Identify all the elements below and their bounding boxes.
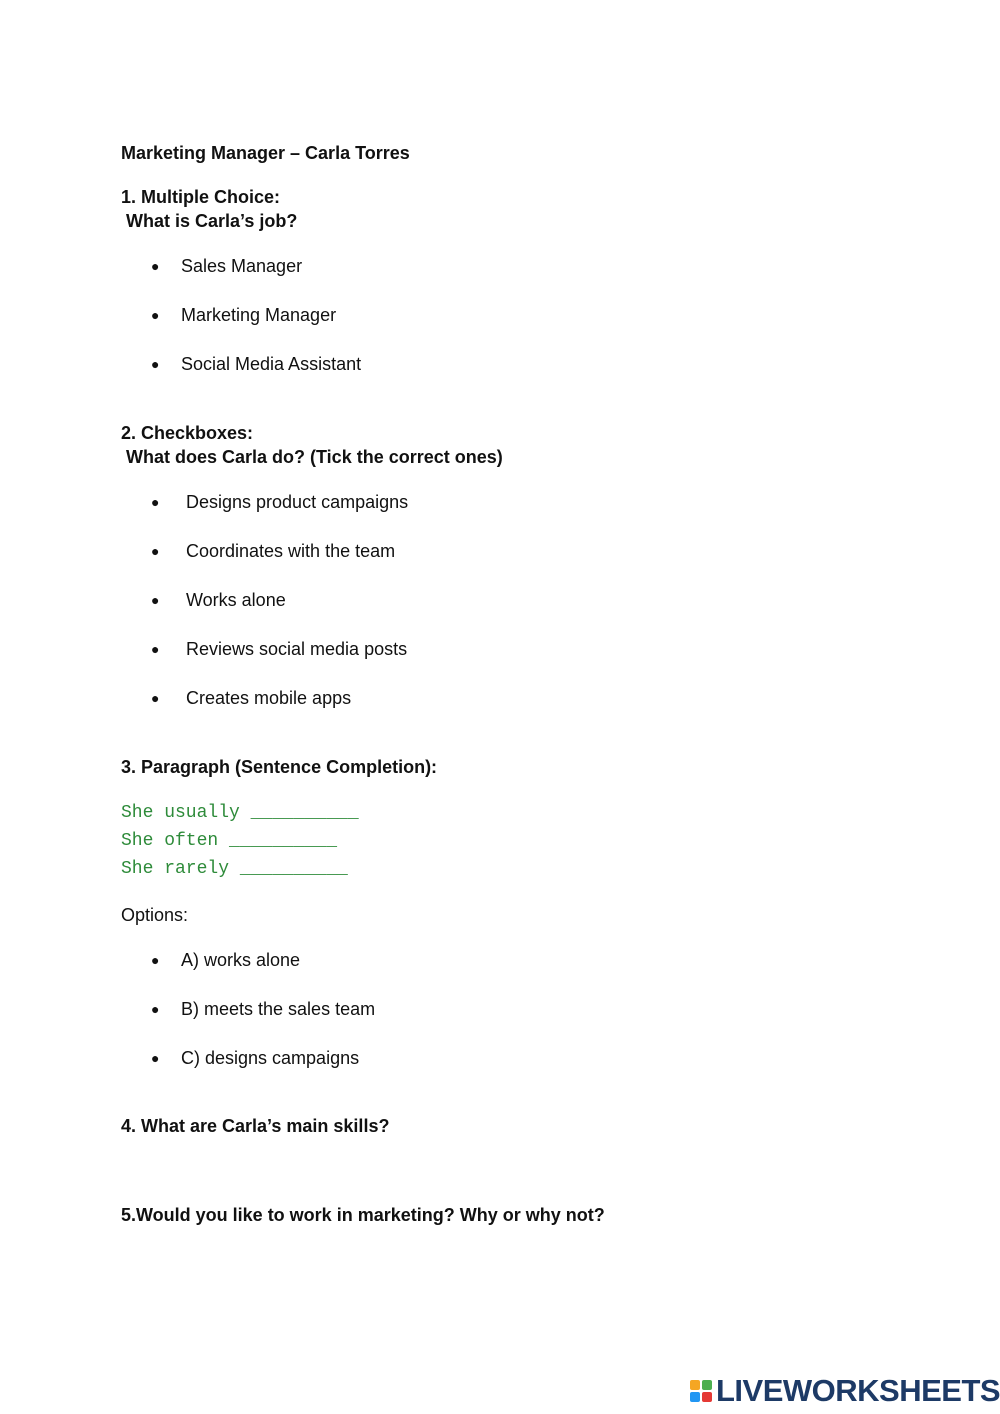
q3-option: C) designs campaigns	[181, 1048, 360, 1068]
q1-question: What is Carla’s job?	[126, 211, 298, 231]
bullet-icon: ●	[151, 356, 160, 372]
bullet-icon: ●	[151, 307, 160, 323]
q1-option[interactable]: Sales Manager	[181, 256, 303, 276]
q2-option[interactable]: Creates mobile apps	[186, 688, 352, 708]
q2-option[interactable]: Designs product campaigns	[186, 492, 409, 512]
q3-sentence[interactable]: She rarely __________	[121, 859, 348, 879]
bullet-icon: ●	[151, 1001, 160, 1017]
q2-option[interactable]: Reviews social media posts	[186, 639, 408, 659]
logo-mark-icon	[690, 1380, 712, 1402]
q3-heading: 3. Paragraph (Sentence Completion):	[121, 757, 438, 777]
q3-option: B) meets the sales team	[181, 999, 376, 1019]
bullet-icon: ●	[151, 494, 160, 510]
q2-option[interactable]: Coordinates with the team	[186, 541, 396, 561]
logo-square	[702, 1392, 712, 1402]
q3-option: A) works alone	[181, 950, 301, 970]
q2-option[interactable]: Works alone	[186, 590, 286, 610]
q4-heading: 4. What are Carla’s main skills?	[121, 1116, 390, 1136]
liveworksheets-logo	[690, 1372, 1000, 1410]
q3-options-label: Options:	[121, 905, 189, 925]
q2-heading: 2. Checkboxes:	[121, 423, 254, 443]
logo-square	[690, 1380, 700, 1390]
logo-square	[702, 1380, 712, 1390]
page-title: Marketing Manager – Carla Torres	[121, 143, 410, 163]
q1-heading: 1. Multiple Choice:	[121, 187, 281, 207]
bullet-icon: ●	[151, 592, 160, 608]
q1-option[interactable]: Marketing Manager	[181, 305, 337, 325]
bullet-icon: ●	[151, 1050, 160, 1066]
bullet-icon: ●	[151, 543, 160, 559]
q1-option[interactable]: Social Media Assistant	[181, 354, 362, 374]
q5-heading: 5.Would you like to work in marketing? Why or why not?	[121, 1205, 605, 1225]
bullet-icon: ●	[151, 690, 160, 706]
q2-question: What does Carla do? (Tick the correct ones)	[126, 447, 503, 467]
q3-sentence[interactable]: She often __________	[121, 831, 338, 851]
logo-text: LIVEWORKSHEETS	[716, 1373, 1000, 1408]
q3-sentence[interactable]: She usually __________	[121, 803, 359, 823]
bullet-icon: ●	[151, 641, 160, 657]
bullet-icon: ●	[151, 258, 160, 274]
bullet-icon: ●	[151, 952, 160, 968]
logo-square	[690, 1392, 700, 1402]
